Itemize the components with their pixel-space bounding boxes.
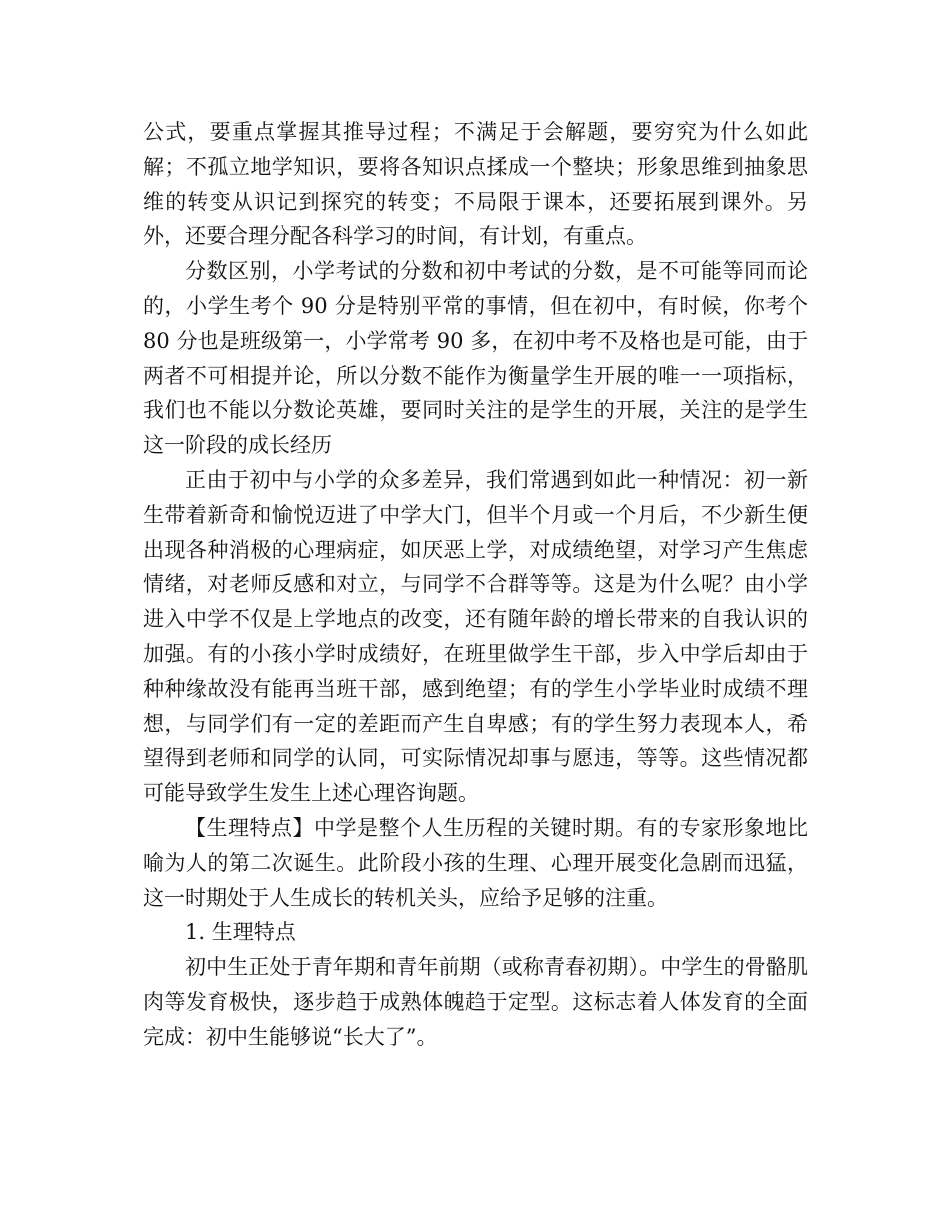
- paragraph-score-difference: 分数区别，小学考试的分数和初中考试的分数，是不可能等同而论的，小学生考个 90 分是特别平常的事情，但在初中，有时候，你考个 80 分也是班级第一，小学常考 90 多，在初中考不及格也是可能，由于两者不可相提并论，所以分数不能作为衡量学生开展的唯一一项指标，我们也不能以分数论英雄，要同时关注的是学生的开展，关注的是学生这一阶段的成长经历: [143, 259, 808, 458]
- paragraph-physiological-characteristics: 【生理特点】中学是整个人生历程的关键时期。有的专家形象地比喻为人的第二次诞生。此阶段小孩的生理、心理开展变化急剧而迅猛，这一时期处于人生成长的转机关头，应给予足够的注重。: [143, 815, 808, 910]
- paragraph-growth-development: 初中生正处于青年期和青年前期（或称青春初期）。中学生的骨骼肌肉等发育极快，逐步趋于成熟体魄趋于定型。这标志着人体发育的全面完成：初中生能够说“长大了”。: [143, 955, 808, 1049]
- section-heading-physiological: 1. 生理特点: [185, 920, 296, 945]
- paragraph-study-methods: 公式，要重点掌握其推导过程；不满足于会解题，要穷究为什么如此解；不孤立地学知识，要将各知识点揉成一个整块；形象思维到抽象思维的转变从识记到探究的转变；不局限于课本，还要拓展到课外。另外，还要合理分配各科学习的时间，有计划，有重点。: [143, 120, 808, 249]
- body-text: [143, 115, 808, 1055]
- paragraph-psychological-issues: 正由于初中与小学的众多差异，我们常遇到如此一种情况：初一新生带着新奇和愉悦迈进了中学大门，但半个月或一个月后，不少新生便出现各种消极的心理病症，如厌恶上学，对成绩绝望，对学习产生焦虑情绪，对老师反感和对立，与同学不合群等等。这是为什么呢？由小学进入中学不仅是上学地点的改变，还有随年龄的增长带来的自我认识的加强。有的小孩小学时成绩好，在班里做学生干部，步入中学后却由于种种缘故没有能再当班干部，感到绝望；有的学生小学毕业时成绩不理想，与同学们有一定的差距而产生自卑感；有的学生努力表现本人，希望得到老师和同学的认同，可实际情况却事与愿违，等等。这些情况都可能导致学生发生上述心理咨询题。: [143, 467, 808, 806]
